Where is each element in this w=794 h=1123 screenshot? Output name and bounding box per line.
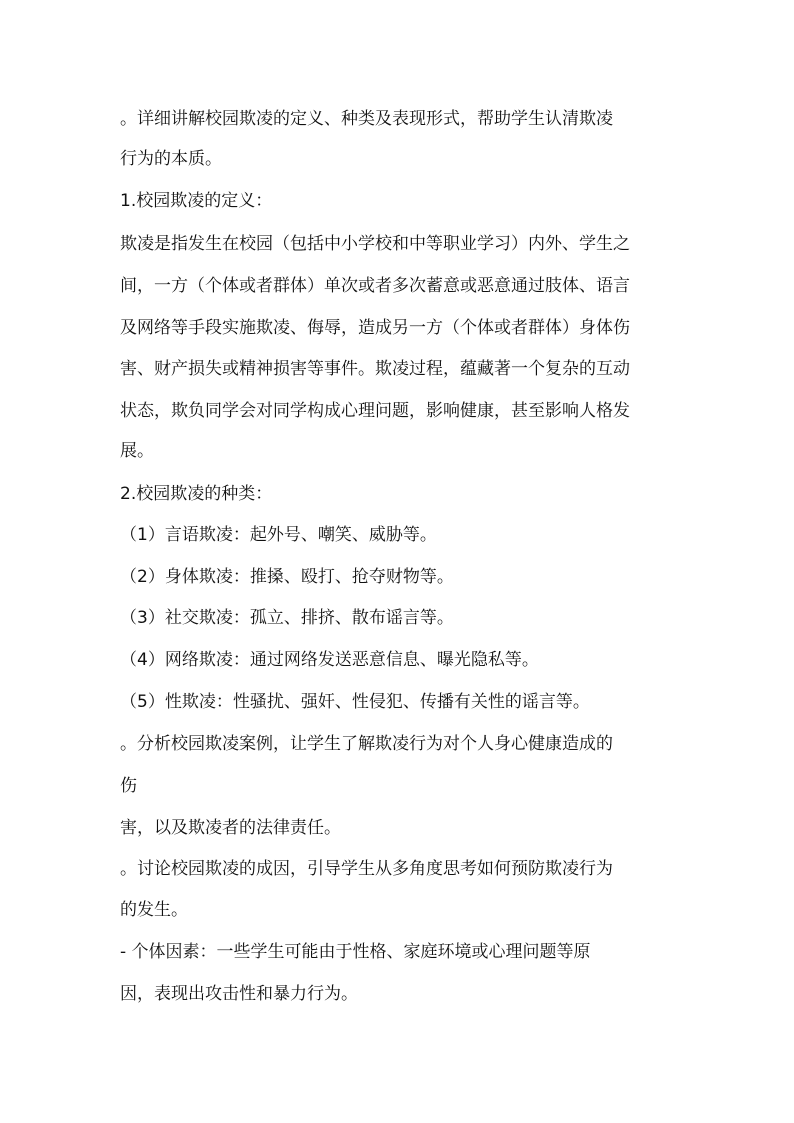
text-line: - 个体因素：一些学生可能由于性格、家庭环境或心理问题等原: [120, 942, 591, 962]
section-heading-definition: 1.校园欺凌的定义：: [120, 191, 273, 211]
section-heading-types: 2.校园欺凌的种类：: [120, 484, 273, 504]
list-item: （3）社交欺凌：孤立、排挤、散布谣言等。: [120, 608, 454, 628]
text-line: 。详细讲解校园欺凌的定义、种类及表现形式，帮助学生认清欺凌: [120, 109, 613, 129]
text-line: 欺凌是指发生在校园（包括中小学校和中等职业学习）内外、学生之: [120, 234, 630, 254]
text-line: 行为的本质。: [120, 149, 222, 169]
text-line: 害，以及欺凌者的法律责任。: [120, 818, 341, 838]
text-line: 伤: [120, 776, 137, 796]
text-line: 因，表现出攻击性和暴力行为。: [120, 984, 358, 1004]
text-line: 展。: [120, 441, 154, 461]
text-line: 间，一方（个体或者群体）单次或者多次蓄意或恶意通过肢体、语言: [120, 276, 630, 296]
text-line: 的发生。: [120, 900, 188, 920]
list-item: （4）网络欺凌：通过网络发送恶意信息、曝光隐私等。: [120, 650, 539, 670]
text-line: 及网络等手段实施欺凌、侮辱，造成另一方（个体或者群体）身体伤: [120, 318, 630, 338]
list-item: （5）性欺凌：性骚扰、强奸、性侵犯、传播有关性的谣言等。: [120, 692, 590, 712]
list-item: （2）身体欺凌：推搡、殴打、抢夺财物等。: [120, 567, 454, 587]
list-item: （1）言语欺凌：起外号、嘲笑、威胁等。: [120, 525, 437, 545]
text-line: 状态，欺负同学会对同学构成心理问题，影响健康，甚至影响人格发: [120, 401, 630, 421]
text-line: 害、财产损失或精神损害等事件。欺凌过程，蕴藏著一个复杂的互动: [120, 359, 630, 379]
text-line: 。分析校园欺凌案例，让学生了解欺凌行为对个人身心健康造成的: [120, 734, 613, 754]
text-line: 。讨论校园欺凌的成因，引导学生从多角度思考如何预防欺凌行为: [120, 859, 613, 879]
